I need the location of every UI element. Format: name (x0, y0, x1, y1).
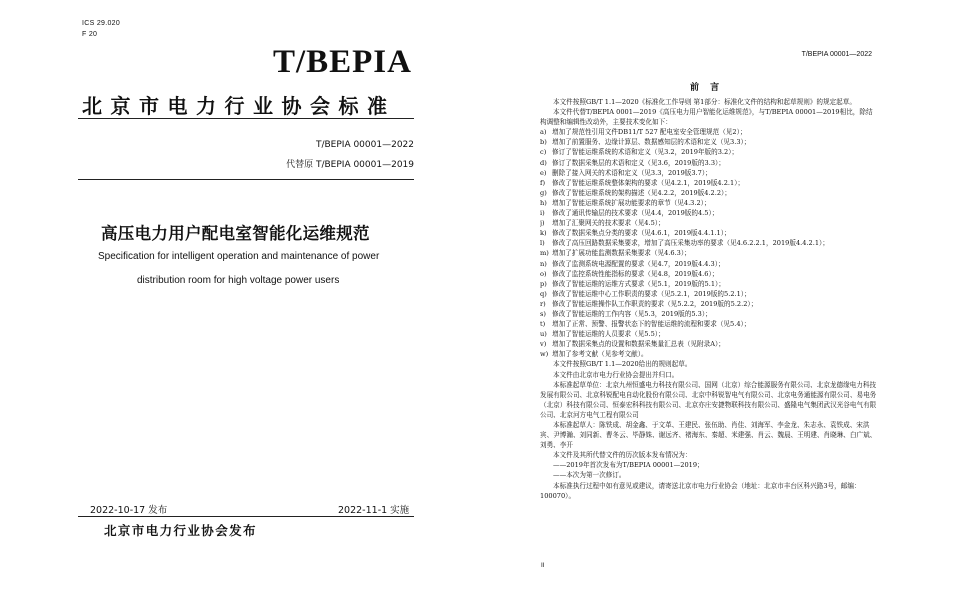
replaces-number: 代替原 T/BEPIA 00001—2019 (286, 160, 414, 170)
change-item (540, 147, 878, 157)
ics-code: ICS 29.020 (82, 20, 121, 27)
change-text: 删除了接入网关的术语和定义（见3.3，2019版3.7）； (552, 168, 712, 177)
change-marker: h) (540, 198, 547, 207)
change-item (540, 349, 878, 359)
change-text: 修改了智能运维系统整体架构的要求（见4.2.1，2019版4.2.1）； (552, 178, 745, 187)
change-text: 修改了监测系统电源配置的要求（见4.7，2019版4.4.3）； (552, 259, 725, 268)
change-marker: i) (540, 209, 545, 218)
change-item (540, 137, 878, 147)
change-marker: a) (540, 128, 547, 137)
change-item (540, 329, 878, 339)
change-text: 修改了智能运维中心工作职责的要求（见5.2.1，2019版的5.2.1）； (552, 289, 751, 298)
change-marker: c) (540, 148, 547, 157)
change-item (540, 218, 878, 228)
change-text: 增加了参考文献（见参考文献）。 (552, 350, 648, 359)
foreword-paragraph: ——本次为第一次修订。 (553, 471, 626, 480)
title-english-line1: Specification for intelligent operation and maintenance of power (98, 251, 380, 262)
changes-list (540, 127, 878, 359)
foreword-paragraph: 本标准起草人：陈铁成、胡金鑫、于文革、王建民、张伍助、肖佳、刘海军、李金龙、朱志永、袁铁成、宋洪宾、尹博瀚、刘同新、曹冬云、毕静姝、谢远齐、褚海东、秦超、米建强、肖云、魏晨、王明建、肖晓琳、白广斌、刘勇、李开 (540, 421, 877, 450)
change-item (540, 158, 878, 168)
change-item (540, 309, 878, 319)
change-item (540, 289, 878, 299)
change-text: 增加了前置服务、边缘计算层、数据感知层的术语和定义（见3.3）； (552, 138, 751, 147)
change-marker: d) (540, 158, 547, 167)
change-text: 增加了数据采集点的设置和数据采集量汇总表（见附录A）； (552, 340, 725, 349)
change-marker: m) (540, 249, 549, 258)
change-marker: l) (540, 239, 545, 248)
change-marker: u) (540, 330, 547, 339)
change-text: 增加了汇聚网关的技术要求（见4.5）； (552, 219, 665, 228)
foreword-body (540, 97, 878, 501)
change-marker: g) (540, 188, 547, 197)
change-text: 修订了智能运维系统的术语和定义（见3.2，2019年版的3.2）； (552, 148, 739, 157)
change-item (540, 299, 878, 309)
change-marker: w) (540, 350, 549, 359)
change-marker: s) (540, 309, 546, 318)
title-chinese: 高压电力用户配电室智能化运维规范 (101, 224, 370, 243)
change-text: 修改了通讯传输层的技术要求（见4.4，2019版的4.5）； (552, 209, 719, 218)
change-marker: q) (540, 289, 547, 298)
publisher: 北京市电力行业协会发布 (104, 523, 257, 538)
change-text: 修订了数据采集层的术语和定义（见3.6，2019版的3.3）； (552, 158, 725, 167)
change-marker: r) (540, 299, 546, 308)
org-code: T/BEPIA (272, 44, 412, 80)
change-marker: b) (540, 138, 547, 147)
change-item (540, 279, 878, 289)
change-marker: o) (540, 269, 547, 278)
change-marker: j) (540, 219, 545, 228)
change-marker: e) (540, 168, 547, 177)
change-item (540, 127, 878, 137)
change-marker: k) (540, 229, 547, 238)
change-text: 增加了扩展功能监测数据采集要求（见4.6.3）； (552, 249, 691, 258)
change-item (540, 238, 878, 248)
change-marker: v) (540, 340, 547, 349)
standard-number: T/BEPIA 00001—2022 (315, 140, 414, 150)
change-text: 修改了智能运维系统的架构描述（见4.2.2，2019版4.2.2）； (552, 188, 731, 197)
change-item (540, 188, 878, 198)
change-item (540, 339, 878, 349)
change-text: 修改了高压回路数据采集要求，增加了高压采集功率的要求（见4.6.2.2.1，2019版4.4.2.1）； (552, 239, 829, 248)
foreword-paragraphs (540, 359, 878, 500)
change-text: 修改了智能运维操作队工作职责的要求（见5.2.2，2019版的5.2.2）； (552, 299, 758, 308)
change-marker: p) (540, 279, 547, 288)
change-text: 修改了数据采集点分类的要求（见4.6.1，2019版4.4.1.1）； (552, 229, 731, 238)
foreword-heading: 前 言 (690, 83, 724, 93)
foreword-replace-note: 本文件代替T/BEPIA 0001—2019《高压电力用户智能化运维规范》，与T/BEPIA 00001—2019相比，除结构调整和编辑性改动外，主要技术变化如下： (540, 108, 873, 127)
change-item (540, 259, 878, 269)
title-english-line2: distribution room for high voltage power users (137, 275, 340, 286)
change-text: 增加了智能运维的人员要求（见5.5）； (552, 330, 665, 339)
foreword-paragraph: 本文件及其所代替文件的历次版本发布情况为： (553, 451, 692, 460)
implementation-date: 2022-11-1 实施 (338, 505, 410, 516)
org-standard-name: 北京市电力行业协会标准 (82, 94, 396, 118)
change-marker: n) (540, 259, 547, 268)
foreword-paragraph: 本标准执行过程中如有意见或建议，请寄送北京市电力行业协会（地址：北京市丰台区科兴路3号，邮编：100070）。 (540, 481, 861, 500)
change-item (540, 208, 878, 218)
foreword-intro: 本文件按照GB/T 1.1—2020《标准化工作导则 第1部分：标准化文件的结构和起草规则》的规定起草。 (553, 98, 856, 106)
change-item (540, 168, 878, 178)
foreword-paragraph: ——2019年首次发布为T/BEPIA 00001—2019； (553, 461, 704, 470)
page-number: II (541, 562, 545, 569)
change-marker: t) (540, 320, 546, 329)
change-item (540, 178, 878, 188)
foreword-paragraph: 本文件按照GB/T 1.1—2020给出的规则起草。 (553, 360, 692, 369)
divider-bottom (78, 516, 414, 517)
foreword-paragraph: 本文件由北京市电力行业协会提出并归口。 (553, 370, 679, 379)
foreword-paragraph: 本标准起草单位：北京九州恒盛电力科技有限公司、国网（北京）综合能源服务有限公司、北京龙德缘电力科技发展有限公司、北京科锐配电自动化股份有限公司、北京中科锐智电气有限公司、北京电务通能源有限公司、易电务（北京）科技有限公司、恒泰宏科科技有限公司、北京亦庄安捷物联科技有限公司、盛隆电气集团武汉光谷电气有限公司、北京河方电气工程有限公司 (540, 380, 877, 419)
change-item (540, 269, 878, 279)
change-text: 修改了监控系统性能指标的要求（见4.8，2019版4.6）； (552, 269, 719, 278)
issue-date: 2022-10-17 发布 (90, 505, 168, 516)
ccs-code: F 20 (82, 31, 98, 38)
change-item (540, 319, 878, 329)
change-text: 增加了规范性引用文件DB11/T 527 配电室安全管理规范（见2）； (552, 128, 747, 137)
running-header: T/BEPIA 00001—2022 (801, 51, 872, 58)
change-item (540, 198, 878, 208)
change-text: 增加了正常、预警、报警状态下的智能运维的流程和要求（见5.4）； (552, 320, 751, 329)
change-item (540, 248, 878, 258)
divider-top (78, 118, 414, 119)
change-text: 增加了智能运维系统扩展功能要求的章节（见4.3.2）； (552, 198, 711, 207)
divider-mid (78, 179, 414, 180)
change-text: 修改了智能运维的运维方式要求（见5.1，2019版的5.1）； (552, 279, 725, 288)
change-text: 修改了智能运维的工作内容（见5.3，2019版的5.3）； (552, 309, 712, 318)
change-marker: f) (540, 178, 546, 187)
change-item (540, 228, 878, 238)
